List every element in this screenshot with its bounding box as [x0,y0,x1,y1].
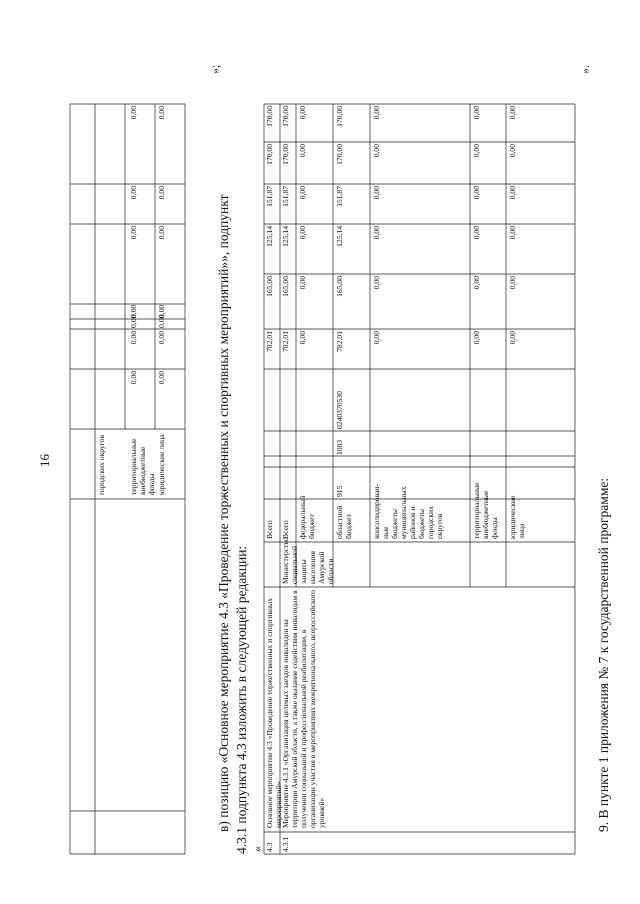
paragraph-9: 9. В пункте 1 приложения № 7 к государственной программе: [596,477,611,832]
t2-row43-value: 782,01 [265,331,274,352]
t2-value: 170,00 [335,144,344,165]
t2-source-5: юридические лица [508,495,526,539]
t2-close-mark: ». [578,65,592,74]
t1-value: 0,00 [129,314,138,328]
t2-row43-name: Основное мероприятие 4.3 «Проведение торжественных и спортивных мероприятий» [265,598,283,828]
t1-value: 0,00 [157,186,166,200]
t2-value: 0,00 [508,106,517,120]
t2-value: 0,00 [298,276,307,290]
t2-row43-value: 151,87 [265,186,274,207]
t1-value: 0,00 [157,371,166,385]
t2-value: 0,00 [372,144,381,158]
t2-csr: 0240370530 [335,391,344,429]
t2-row43-num: 4.3 [265,842,274,852]
t2-value: 0,00 [298,186,307,200]
t1-value: 0,00 [157,331,166,345]
t2-row431-name: Мероприятие 4.3.1 «Организация целевых заездов инвалидов на территории Амурской области, а также оказание содействия инвалидам в получении социальной и профессиональной реабилитации, в организации участия в мероприятиях межрегионального, всероссийского уровней» [281,590,326,828]
t2-source-3: консолидирован-ные бюджеты муниципальных районов и бюджеты городских округов [372,483,444,539]
t2-source-4: территориальные внебюджетные фонды [472,482,499,539]
t2-value: 0,00 [472,186,481,200]
t2-value: 0,00 [298,331,307,345]
t2-value: 0,00 [508,226,517,240]
t2-source-1: федеральный бюджет [298,495,316,539]
page-number: 16 [37,454,52,467]
t2-value: 0,00 [372,331,381,345]
t2-value: 0,00 [472,106,481,120]
t2-value: 170,00 [281,144,290,165]
t2-value: 165,00 [335,276,344,297]
t2-value: 0,00 [298,106,307,120]
t2-value: 151,87 [281,186,290,207]
t1-value: 0,00 [129,106,138,120]
t1-close-mark: »; [208,64,222,74]
t2-value: 782,01 [281,331,290,352]
t1-value: 0,00 [129,226,138,240]
t2-value: 0,00 [372,106,381,120]
t2-value: 125,14 [335,226,344,247]
t2-value: 170,00 [281,106,290,127]
t2-row43-source: Всего [265,520,274,539]
t1-value: 0,00 [129,304,138,318]
t1-value: 0,00 [157,226,166,240]
t2-row43-value: 125,14 [265,226,274,247]
t2-source-2: областной бюджет [335,505,353,539]
t2-grbs: 915 [335,485,344,497]
t2-value: 0,00 [372,226,381,240]
t1-value: 0,00 [129,331,138,345]
t1-source-1: территориальные внебюджетные фонды [129,438,156,495]
t2-value: 0,00 [372,186,381,200]
t2-value: 0,00 [508,186,517,200]
t2-value: 0,00 [472,144,481,158]
t2-rzpr: 1003 [335,439,344,455]
t2-value: 782,01 [335,331,344,352]
t2-value: 0,00 [298,144,307,158]
t1-source-2: юридические лица [157,434,166,495]
t2-value: 151,87 [335,186,344,207]
t2-row43-value: 170,00 [265,106,274,127]
t1-source-0: городских округов [97,434,106,495]
open-quote: « [250,846,264,852]
paragraph-v-line1: в) позицию «Основное мероприятие 4.3 «Проведение торжественных и спортивных мероприятий»», подпункт [216,194,231,832]
t2-value: 0,00 [298,226,307,240]
t2-value: 0,00 [472,276,481,290]
t2-value: 0,00 [372,276,381,290]
t2-value: 0,00 [508,331,517,345]
t2-value: 0,00 [472,226,481,240]
t2-value: 0,00 [508,144,517,158]
t1-value: 0,00 [157,106,166,120]
t1-value: 0,00 [157,304,166,318]
t1-value: 0,00 [129,371,138,385]
t1-value: 0,00 [157,314,166,328]
t2-value: 170,00 [335,106,344,127]
t2-value: 165,00 [281,276,290,297]
t2-row43-value: 165,00 [265,276,274,297]
t2-row43-value: 170,00 [265,144,274,165]
t2-source-0: Всего [281,520,290,539]
t2-value: 0,00 [472,331,481,345]
t2-value: 0,00 [508,276,517,290]
t2-executor: Министерство социальной защиты населения Амурской области [281,537,335,584]
t2-value: 125,14 [281,226,290,247]
t2-row431-num: 4.3.1 [281,836,290,852]
t1-value: 0,00 [129,186,138,200]
paragraph-v-line2: 4.3.1 подпункта 4.3 изложить в следующей редакции: [234,545,249,854]
